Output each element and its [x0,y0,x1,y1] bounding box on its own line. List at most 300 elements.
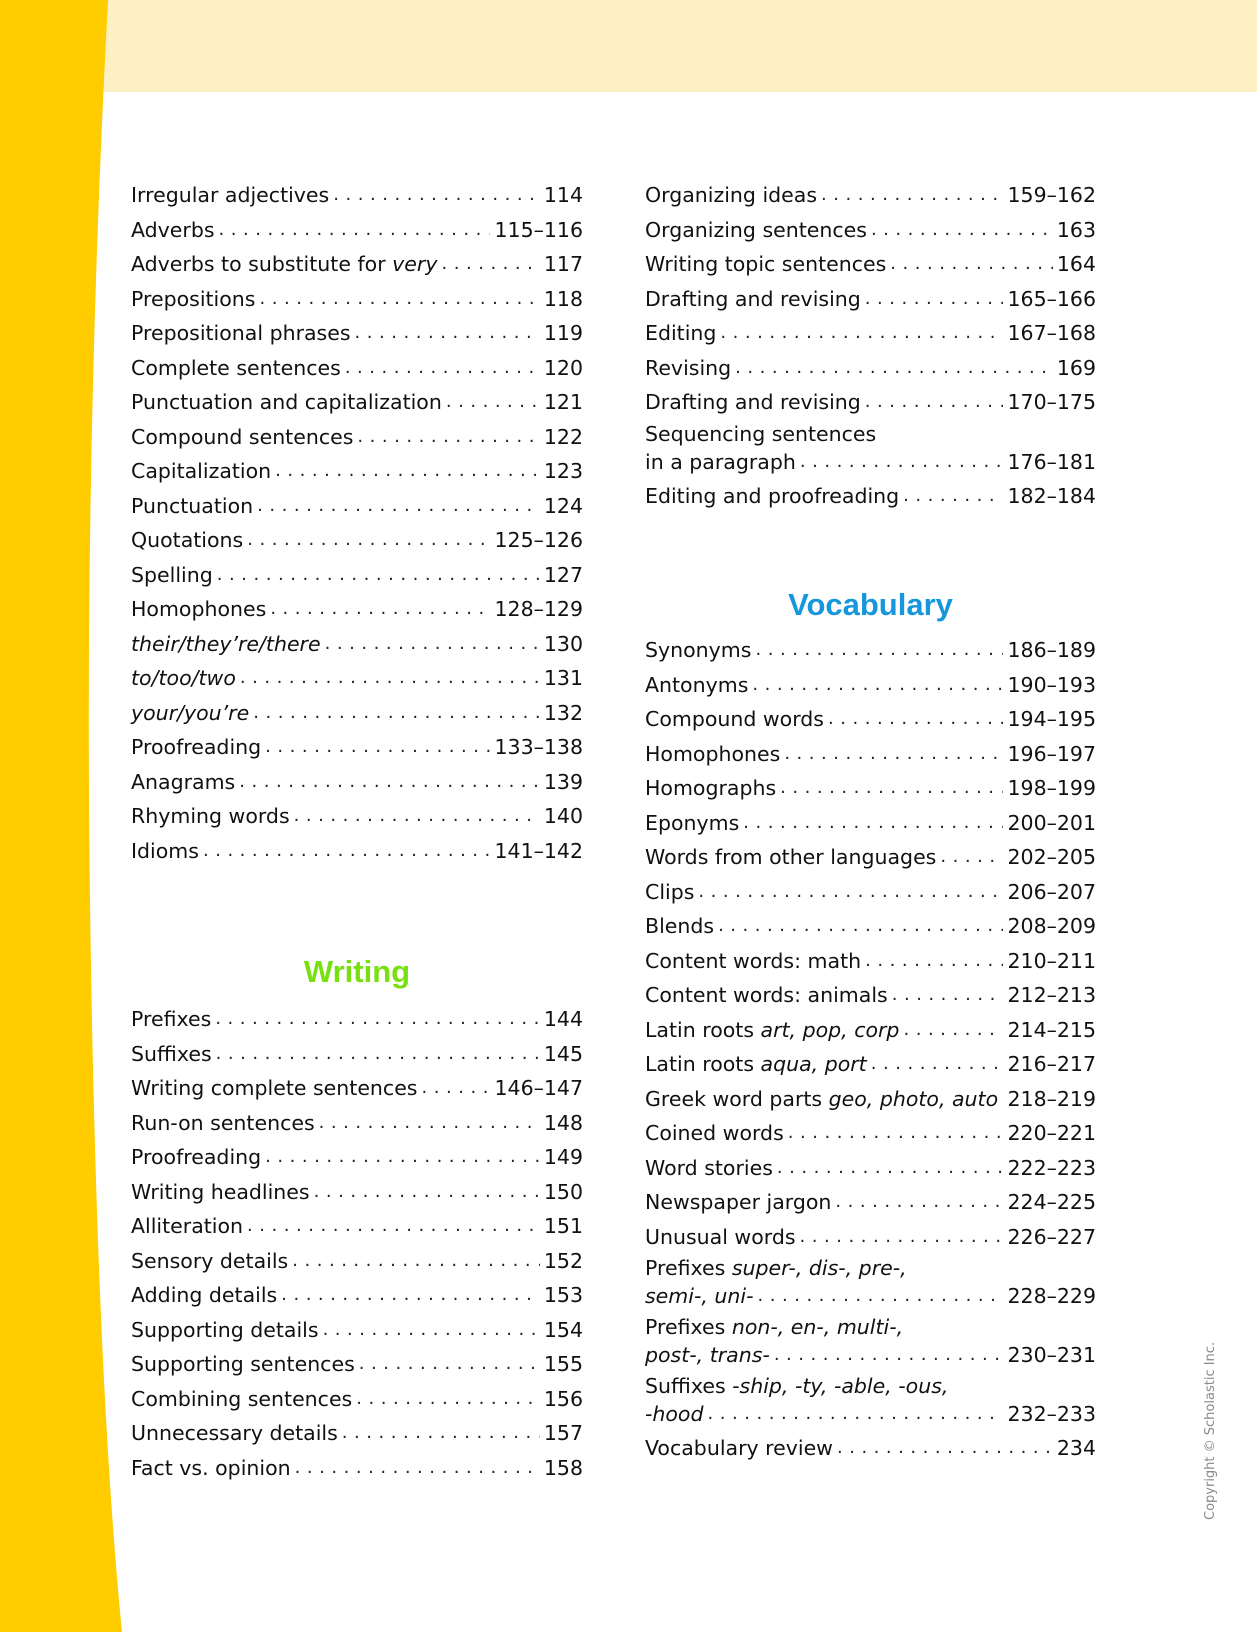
toc-group-language [131,178,583,868]
dot-leader [446,385,540,420]
entry-title [645,282,861,317]
dot-leader [698,875,1003,910]
entry-line-1 [645,1372,1096,1400]
entry-title-text: Rhyming words [131,804,290,828]
dot-leader [323,1313,540,1348]
entry-pages: 176–181 [1007,449,1096,474]
entry-title-text: Compound words [645,707,824,731]
toc-entry [131,661,583,696]
dot-leader [837,1431,1053,1466]
entry-pages: 124 [543,493,583,518]
toc-entry [131,558,583,593]
entry-pages: 230–231 [1007,1343,1096,1367]
entry-pages: 208–209 [1007,914,1096,938]
toc-entry [131,799,583,834]
entry-pages: 151 [543,1214,583,1238]
entry-title-text: Antonyms [645,672,749,697]
entry-title [645,479,899,514]
toc-entry [131,385,583,420]
toc-entry [645,316,1096,351]
entry-title-text: Sequencing sentences [645,421,877,446]
toc-entry [131,1175,583,1210]
entry-title-text: Complete sentences [131,355,341,380]
entry-title [131,316,351,351]
entry-pages: 139 [543,769,583,794]
entry-title-text: Combining sentences [131,1386,353,1411]
dot-leader [892,978,1004,1013]
entry-pages: 159–162 [1007,183,1096,207]
dot-leader [294,799,540,834]
entry-title-text: Content words: math [645,948,862,973]
entry-title [645,702,824,737]
entry-pages: 118 [543,286,583,311]
entry-title [645,247,886,282]
entry-title [645,771,776,806]
dot-leader [325,627,540,662]
top-color-band [0,0,1257,92]
toc-entry [131,627,583,662]
dot-leader [903,479,1003,514]
toc-entry [131,1347,583,1382]
entry-title [131,1244,288,1279]
entry-title [645,1185,831,1220]
entry-title-text: Alliteration [131,1214,244,1238]
dot-leader [752,668,1003,703]
dot-leader [275,454,540,489]
entry-title [645,978,888,1013]
entry-title [131,765,235,800]
toc-entry [131,454,583,489]
dot-leader [295,1451,540,1486]
entry-pages: 170–175 [1007,390,1096,414]
dot-leader [940,840,1003,875]
dot-leader [265,730,490,765]
entry-pages: 132 [543,700,583,725]
entry-title [131,213,215,248]
entry-title [645,316,716,351]
dot-leader [828,702,1004,737]
entry-title [131,1175,310,1210]
entry-title-italic: non-, en-, multi-, [731,1315,904,1339]
entry-pages: 222–223 [1007,1155,1096,1180]
toc-entry [131,1416,583,1451]
entry-title [645,737,780,772]
entry-title [131,696,249,731]
toc-left-column [131,178,583,1485]
entry-title [645,1315,903,1339]
dot-leader [259,282,539,317]
vocabulary-heading: Vocabulary [788,587,953,622]
entry-title [645,1256,907,1280]
toc-entry [645,1313,1096,1369]
entry-title-text: Punctuation and capitalization [131,390,442,414]
entry-title-text: Prefixes [645,1256,732,1280]
entry-title [645,1047,867,1082]
dot-leader [774,1341,1004,1369]
entry-title [645,1374,948,1398]
entry-title-italic: geo, photo, auto [828,1086,999,1111]
entry-title [131,1416,338,1451]
entry-pages: 131 [543,666,583,690]
entry-line-1 [645,1254,1096,1282]
entry-title [645,840,936,875]
toc-entry [645,1082,1096,1117]
dot-leader [247,1209,540,1244]
dot-leader [345,351,540,386]
dot-leader [441,247,539,282]
dot-leader [788,1116,1004,1151]
dot-leader [871,213,1053,248]
entry-title-text: Sensory details [131,1248,289,1273]
entry-title-italic: post-, trans- [645,1343,770,1367]
toc-entry [131,1071,583,1106]
entry-title-text: Homophones [131,597,267,621]
entry-pages: 145 [543,1041,583,1066]
entry-line-2 [645,1282,1096,1310]
entry-pages: 149 [543,1145,583,1169]
dot-leader [780,771,1003,806]
toc-entry [645,1220,1096,1255]
toc-entry [645,178,1096,213]
toc-entry [131,696,583,731]
dot-leader [865,385,1004,420]
toc-entry [645,944,1096,979]
entry-title-text: Drafting and revising [645,286,861,311]
writing-heading: Writing [303,954,411,989]
toc-entry [645,978,1096,1013]
toc-entry [131,1244,583,1279]
entry-pages: 216–217 [1007,1052,1096,1076]
entry-title-text: Homophones [645,741,781,766]
entry-title [131,489,253,524]
dot-leader [735,351,1053,386]
entry-title-text: Prepositions [131,286,256,311]
toc-entry [131,489,583,524]
dot-leader [257,489,540,524]
toc-group-writing-continued [645,178,1096,513]
entry-line-1 [645,420,1096,448]
entry-title-text: Homographs [645,776,777,800]
entry-pages: 202–205 [1007,845,1096,869]
entry-pages: 153 [543,1283,583,1307]
entry-line-2 [645,1341,1096,1369]
toc-entry [645,1047,1096,1082]
toc-entry [645,668,1096,703]
toc-entry [131,1002,583,1037]
entry-pages: 169 [1056,355,1096,380]
toc-entry [645,1151,1096,1186]
entry-title-text: Revising [645,355,732,380]
dot-leader [835,1185,1003,1220]
entry-title-text: Content words: animals [645,983,888,1007]
entry-title [645,422,876,446]
entry-title [131,1002,211,1037]
entry-title-text: Newspaper jargon [645,1190,832,1214]
toc-entry [645,420,1096,476]
entry-title [645,1116,784,1151]
dot-leader [871,1047,1004,1082]
entry-pages: 228–229 [1007,1284,1096,1308]
toc-entry [645,385,1096,420]
dot-leader [292,1244,540,1279]
entry-title-text: Vocabulary review [645,1436,833,1460]
dot-leader [314,1175,540,1210]
entry-title [645,385,861,420]
entry-pages: 232–233 [1007,1402,1096,1426]
entry-pages: 212–213 [1007,983,1096,1007]
entry-title [645,806,739,841]
entry-title [131,1209,243,1244]
toc-entry [131,523,583,558]
toc-entry [131,765,583,800]
entry-pages: 218–219 [1007,1086,1096,1111]
toc-entry [645,247,1096,282]
entry-title-continued [645,1400,704,1428]
toc-entry [645,702,1096,737]
dot-leader [215,1002,540,1037]
entry-title-text: Proofreading [131,735,262,759]
sidebar-shape [0,0,122,1632]
entry-title [645,213,867,248]
entry-title-text: Blends [645,914,715,938]
entry-pages: 122 [543,424,583,449]
dot-leader [240,661,540,696]
entry-title [645,633,751,668]
entry-pages: 133–138 [494,735,583,759]
entry-title-text: Organizing ideas [645,183,818,207]
entry-title-text: Prefixes [645,1315,732,1339]
dot-leader [253,696,540,731]
entry-title [645,1431,833,1466]
dot-leader [1002,1082,1003,1117]
entry-pages: 130 [543,631,583,656]
entry-pages: 127 [543,562,583,587]
toc-entry [131,351,583,386]
entry-pages: 120 [543,355,583,380]
entry-pages: 224–225 [1007,1190,1096,1214]
entry-title-text: Words from other languages [645,845,937,869]
entry-title [131,592,266,627]
entry-title-text: Suffixes [645,1374,733,1398]
toc-entry [645,479,1096,514]
entry-title-text: Prepositional phrases [131,321,351,345]
entry-title-text: Prefixes [131,1007,212,1031]
toc-entry [131,247,583,282]
entry-pages: 148 [543,1110,583,1135]
entry-title-italic: super-, dis-, pre-, [731,1256,907,1280]
entry-title-text: Drafting and revising [645,390,861,414]
entry-pages: 164 [1056,252,1096,276]
entry-title-italic: art, pop, corp [760,1017,900,1042]
entry-pages: 125–126 [494,528,583,552]
dot-leader [357,420,539,455]
entry-title-text: Writing topic sentences [645,252,887,276]
toc-entry [131,178,583,213]
entry-title [131,627,321,662]
entry-title-text: Adverbs to substitute for [131,252,393,276]
entry-pages: 234 [1056,1436,1096,1460]
toc-entry [131,420,583,455]
entry-title-text: Punctuation [131,493,254,518]
entry-title-italic: -ship, -ty, -able, -ous, [732,1374,949,1398]
entry-pages: 196–197 [1007,741,1096,766]
toc-entry [645,840,1096,875]
dot-leader [422,1071,491,1106]
toc-entry [645,1116,1096,1151]
entry-title [131,385,442,420]
entry-title [131,661,236,696]
entry-pages: 186–189 [1007,638,1096,662]
entry-title-italic: your/you’re [131,700,250,725]
entry-title-text: Adverbs [131,217,215,242]
entry-title [645,1013,899,1048]
entry-title-continued [645,1341,770,1369]
toc-entry [131,1037,583,1072]
toc-group-writing [131,1002,583,1485]
dot-leader [355,316,540,351]
dot-leader [333,178,540,213]
dot-leader [720,316,1003,351]
entry-pages: 150 [543,1179,583,1204]
entry-title-text: Latin roots [645,1017,761,1042]
entry-pages: 154 [543,1317,583,1342]
entry-title-text: Irregular adjectives [131,183,330,207]
entry-title [131,454,271,489]
dot-leader [239,765,540,800]
dot-leader [757,1282,1003,1310]
toc-entry [645,1431,1096,1466]
entry-pages: 146–147 [494,1076,583,1100]
dot-leader [865,282,1004,317]
toc-entry [131,834,583,869]
entry-title [645,351,731,386]
entry-title [131,282,255,317]
toc-entry [131,1313,583,1348]
entry-title-text: Coined words [645,1121,784,1145]
entry-title [131,1106,315,1141]
entry-pages: 114 [543,183,583,207]
toc-entry [645,1254,1096,1310]
entry-title-text: Suffixes [131,1041,212,1066]
entry-pages: 141–142 [494,838,583,863]
toc-entry [645,1013,1096,1048]
left-sidebar-curve [0,0,130,1632]
dot-leader [800,448,1004,476]
toc-entry [131,1106,583,1141]
entry-title-italic: to/too/two [131,666,236,690]
entry-title-italic: -hood [645,1402,704,1426]
entry-title-text: Editing and proofreading [645,483,900,508]
entry-title-italic: semi-, uni- [645,1284,754,1308]
dot-leader [743,806,1003,841]
entry-title-text: Quotations [131,528,244,552]
dot-leader [265,1140,540,1175]
entry-pages: 121 [543,390,583,414]
toc-entry [131,1209,583,1244]
entry-pages: 214–215 [1007,1017,1096,1042]
dot-leader [865,944,1003,979]
dot-leader [270,592,490,627]
toc-entry [131,730,583,765]
entry-line-1 [645,1313,1096,1341]
entry-title [131,1451,291,1486]
entry-title [131,420,353,455]
dot-leader [708,1400,1004,1428]
toc-entry [645,737,1096,772]
dot-leader [342,1416,540,1451]
entry-title-text: Anagrams [131,769,236,794]
entry-title-text: Compound sentences [131,424,354,449]
entry-title-continued [645,1282,753,1310]
entry-title-text: Word stories [645,1155,773,1180]
entry-title [645,875,694,910]
dot-leader [356,1382,540,1417]
entry-pages: 167–168 [1007,321,1096,345]
entry-title [131,1313,319,1348]
toc-entry [645,1185,1096,1220]
entry-title [645,1082,998,1117]
entry-title [131,834,199,869]
entry-title-text: Idioms [131,838,199,863]
toc-entry [645,1372,1096,1428]
entry-title-text: Supporting details [131,1317,319,1342]
entry-title [131,730,261,765]
entry-pages: 194–195 [1007,707,1096,731]
toc-entry [645,213,1096,248]
entry-title-text: Writing headlines [131,1179,310,1204]
toc-entry [645,633,1096,668]
entry-title-italic: aqua, port [760,1052,867,1076]
entry-pages: 206–207 [1007,879,1096,904]
entry-pages: 226–227 [1007,1224,1096,1249]
entry-pages: 115–116 [494,217,583,242]
entry-title-text: Unnecessary details [131,1421,338,1445]
entry-pages: 157 [543,1421,583,1445]
entry-title [645,178,817,213]
dot-leader [821,178,1003,213]
entry-title-text: Adding details [131,1283,278,1307]
entry-title-text: Synonyms [645,638,752,662]
dot-leader [217,558,540,593]
entry-pages: 140 [543,804,583,828]
entry-title-text: Run-on sentences [131,1110,315,1135]
entry-title [645,1151,773,1186]
entry-title-text: Latin roots [645,1052,761,1076]
entry-pages: 156 [543,1386,583,1411]
copyright-notice: Copyright © Scholastic Inc. [1203,1341,1218,1520]
toc-entry [131,1382,583,1417]
entry-title-text: Editing [645,321,717,345]
entry-pages: 200–201 [1007,810,1096,835]
toc-entry [131,213,583,248]
entry-title [131,523,243,558]
entry-line-2 [645,448,1096,476]
entry-title [131,178,329,213]
entry-title-text: Greek word parts [645,1086,829,1111]
entry-pages: 190–193 [1007,672,1096,697]
entry-title-text: Supporting sentences [131,1352,355,1376]
dot-leader [219,213,491,248]
entry-pages: 144 [543,1007,583,1031]
entry-title-text: Clips [645,879,695,904]
entry-title-italic: their/they’re/there [131,631,321,656]
entry-title-text: Eponyms [645,810,740,835]
dot-leader [319,1106,540,1141]
toc-entry [645,806,1096,841]
toc-entry [131,1451,583,1486]
toc-right-column [645,178,1096,1466]
entry-title-text: Proofreading [131,1145,262,1169]
